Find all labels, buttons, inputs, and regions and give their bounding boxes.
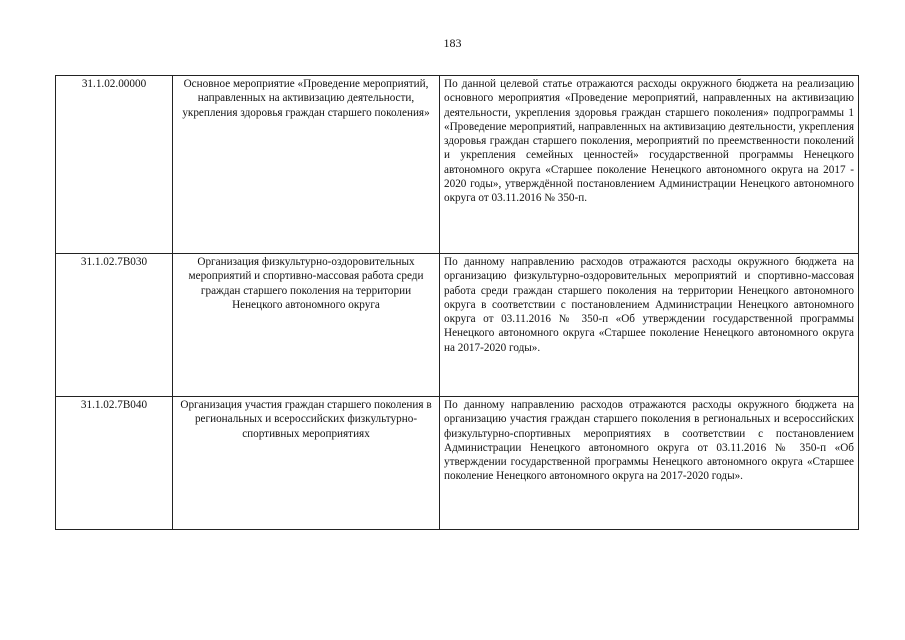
target-article-code: 31.1.02.7В040 (56, 397, 173, 530)
target-article-name: Организация физкультурно-оздоровительных мероприятий и спортивно-массовая работа среди граждан старшего поколения на территории Ненецкого автономного округа (173, 254, 440, 397)
page-number: 183 (443, 36, 462, 50)
table-row (56, 254, 859, 397)
target-article-description: По данному направлению расходов отражаются расходы окружного бюджета на организацию участия граждан старшего поколения в региональных и всероссийских физкультурно-спортивных мероприятиях в соответствии с постановлением Администрации Ненецкого автономного округа от 03.11.2016 № 350-п «Об утверждении государственной программы Ненецкого автономного округа «Старшее поколение Ненецкого автономного округа на 2017-2020 годы». (440, 397, 859, 530)
budget-classification-table (55, 75, 859, 530)
target-article-name: Основное мероприятие «Проведение мероприятий, направленных на активизацию деятельности, укрепления здоровья граждан старшего поколения» (173, 76, 440, 254)
table-row (56, 397, 859, 530)
table-row (56, 76, 859, 254)
target-article-description: По данной целевой статье отражаются расходы окружного бюджета на реализацию основного мероприятия «Проведение мероприятий, направленных на активизацию деятельности, укрепления здоровья граждан старшего поколения» подпрограммы 1 «Проведение мероприятий, направленных на активизацию деятельности, укрепления здоровья граждан старшего поколения, мероприятий по преемственности поколений и укрепления семейных ценностей» государственной программы Ненецкого автономного округа «Старшее поколение Ненецкого автономного округа на 2017 - 2020 годы», утверждённой постановлением Администрации Ненецкого автономного округа от 03.11.2016 № 350-п. (440, 76, 859, 254)
target-article-code: 31.1.02.7В030 (56, 254, 173, 397)
target-article-name: Организация участия граждан старшего поколения в региональных и всероссийских физкультурно-спортивных мероприятиях (173, 397, 440, 530)
target-article-code: 31.1.02.00000 (56, 76, 173, 254)
target-article-description: По данному направлению расходов отражаются расходы окружного бюджета на организацию физкультурно-оздоровительных мероприятий и спортивно-массовая работа среди граждан старшего поколения на территории Ненецкого автономного округа в соответствии с постановлением Администрации Ненецкого автономного округа от 03.11.2016 № 350-п «Об утверждении государственной программы Ненецкого автономного округа «Старшее поколение Ненецкого автономного округа на 2017-2020 годы». (440, 254, 859, 397)
